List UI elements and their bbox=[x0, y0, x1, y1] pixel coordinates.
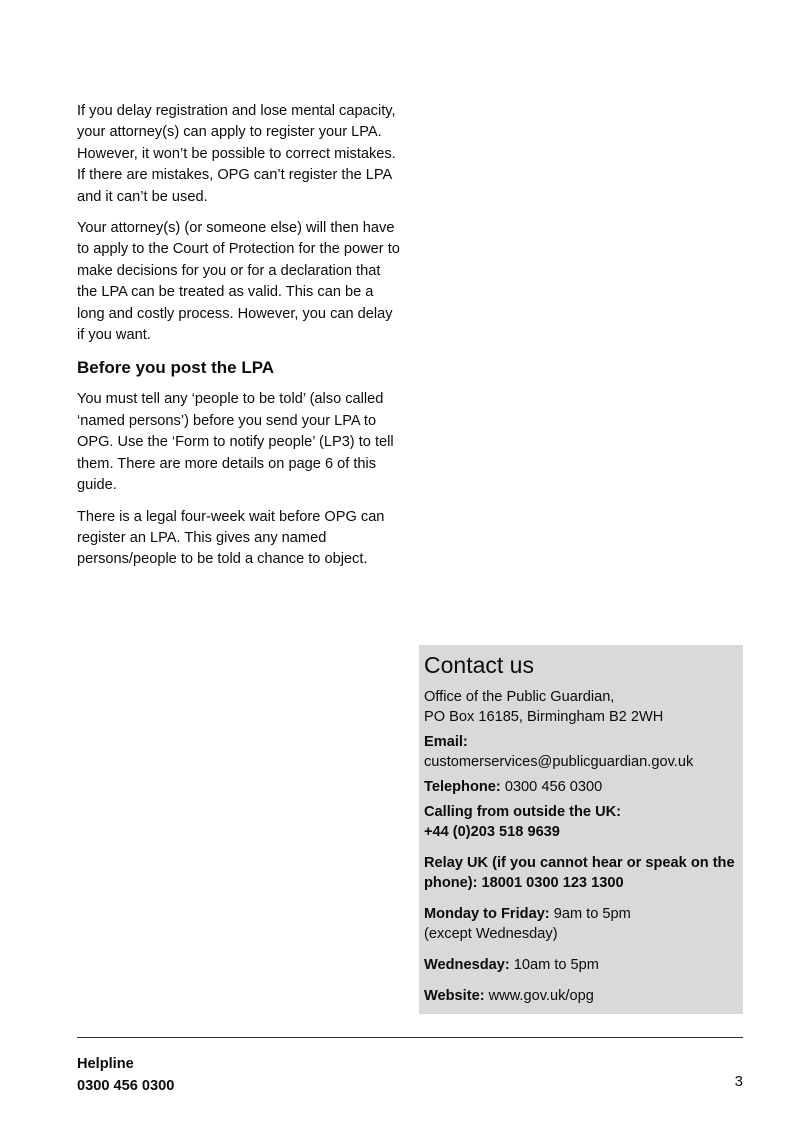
main-text-column bbox=[77, 101, 402, 581]
email-block bbox=[424, 732, 737, 772]
footer-divider bbox=[77, 1037, 743, 1038]
email-link[interactable]: customerservices@publicguardian.gov.uk bbox=[424, 754, 694, 770]
wednesday-hours: 10am to 5pm bbox=[513, 957, 599, 973]
footer-helpline bbox=[77, 1053, 174, 1097]
website-link[interactable]: www.gov.uk/opg bbox=[488, 988, 594, 1004]
section-heading: Before you post the LPA bbox=[77, 358, 275, 378]
postal-address bbox=[424, 687, 737, 727]
address-line-1: Office of the Public Guardian, bbox=[424, 689, 615, 705]
outside-uk-number[interactable]: +44 (0)203 518 9639 bbox=[424, 824, 560, 840]
weekday-hours: 9am to 5pm bbox=[553, 906, 631, 922]
paragraph-people-to-be-told: You must tell any ‘people to be told’ (also called ‘named persons’) before you send your LPA to OPG. Use the ‘Form to notify people’ (LP3) to tell them. There are more details on page 6 of this guide. bbox=[77, 391, 394, 494]
weekday-note: (except Wednesday) bbox=[424, 926, 558, 942]
telephone-number[interactable]: 0300 456 0300 bbox=[504, 779, 603, 795]
paragraph-court-of-protection: Your attorney(s) (or someone else) will then have to apply to the Court of Protection for the power to make decisions for you or for a declaration that the LPA can be treated as valid. This can be a long and costly process. However, you can delay if you want. bbox=[77, 220, 400, 344]
wednesday-label: Wednesday: bbox=[424, 957, 510, 973]
telephone-block bbox=[424, 777, 737, 797]
wednesday-hours-block bbox=[424, 955, 737, 975]
helpline-label: Helpline bbox=[77, 1056, 134, 1072]
paragraph-delay-registration: If you delay registration and lose mental capacity, your attorney(s) can apply to register your LPA. However, it won’t be possible to correct mistakes. If there are mistakes, OPG can’t register the LPA and it can’t be used. bbox=[77, 103, 396, 205]
telephone-label: Telephone: bbox=[424, 779, 501, 795]
helpline-number[interactable]: 0300 456 0300 bbox=[77, 1078, 175, 1094]
outside-uk-label: Calling from outside the UK: bbox=[424, 804, 622, 820]
contact-us-box bbox=[419, 645, 743, 1014]
address-line-2: PO Box 16185, Birmingham B2 2WH bbox=[424, 709, 664, 725]
page-number: 3 bbox=[734, 1073, 743, 1090]
website-block bbox=[424, 986, 737, 1006]
contact-title: Contact us bbox=[424, 652, 534, 678]
email-label: Email: bbox=[424, 734, 468, 750]
paragraph-four-week-wait: There is a legal four-week wait before OPG can register an LPA. This gives any named persons/people to be told a chance to object. bbox=[77, 508, 385, 568]
outside-uk-block bbox=[424, 802, 737, 842]
website-label: Website: bbox=[424, 988, 485, 1004]
weekday-label: Monday to Friday: bbox=[424, 906, 550, 922]
relay-uk-info: Relay UK (if you cannot hear or speak on the phone): 18001 0300 123 1300 bbox=[424, 855, 735, 891]
weekday-hours-block bbox=[424, 904, 737, 944]
